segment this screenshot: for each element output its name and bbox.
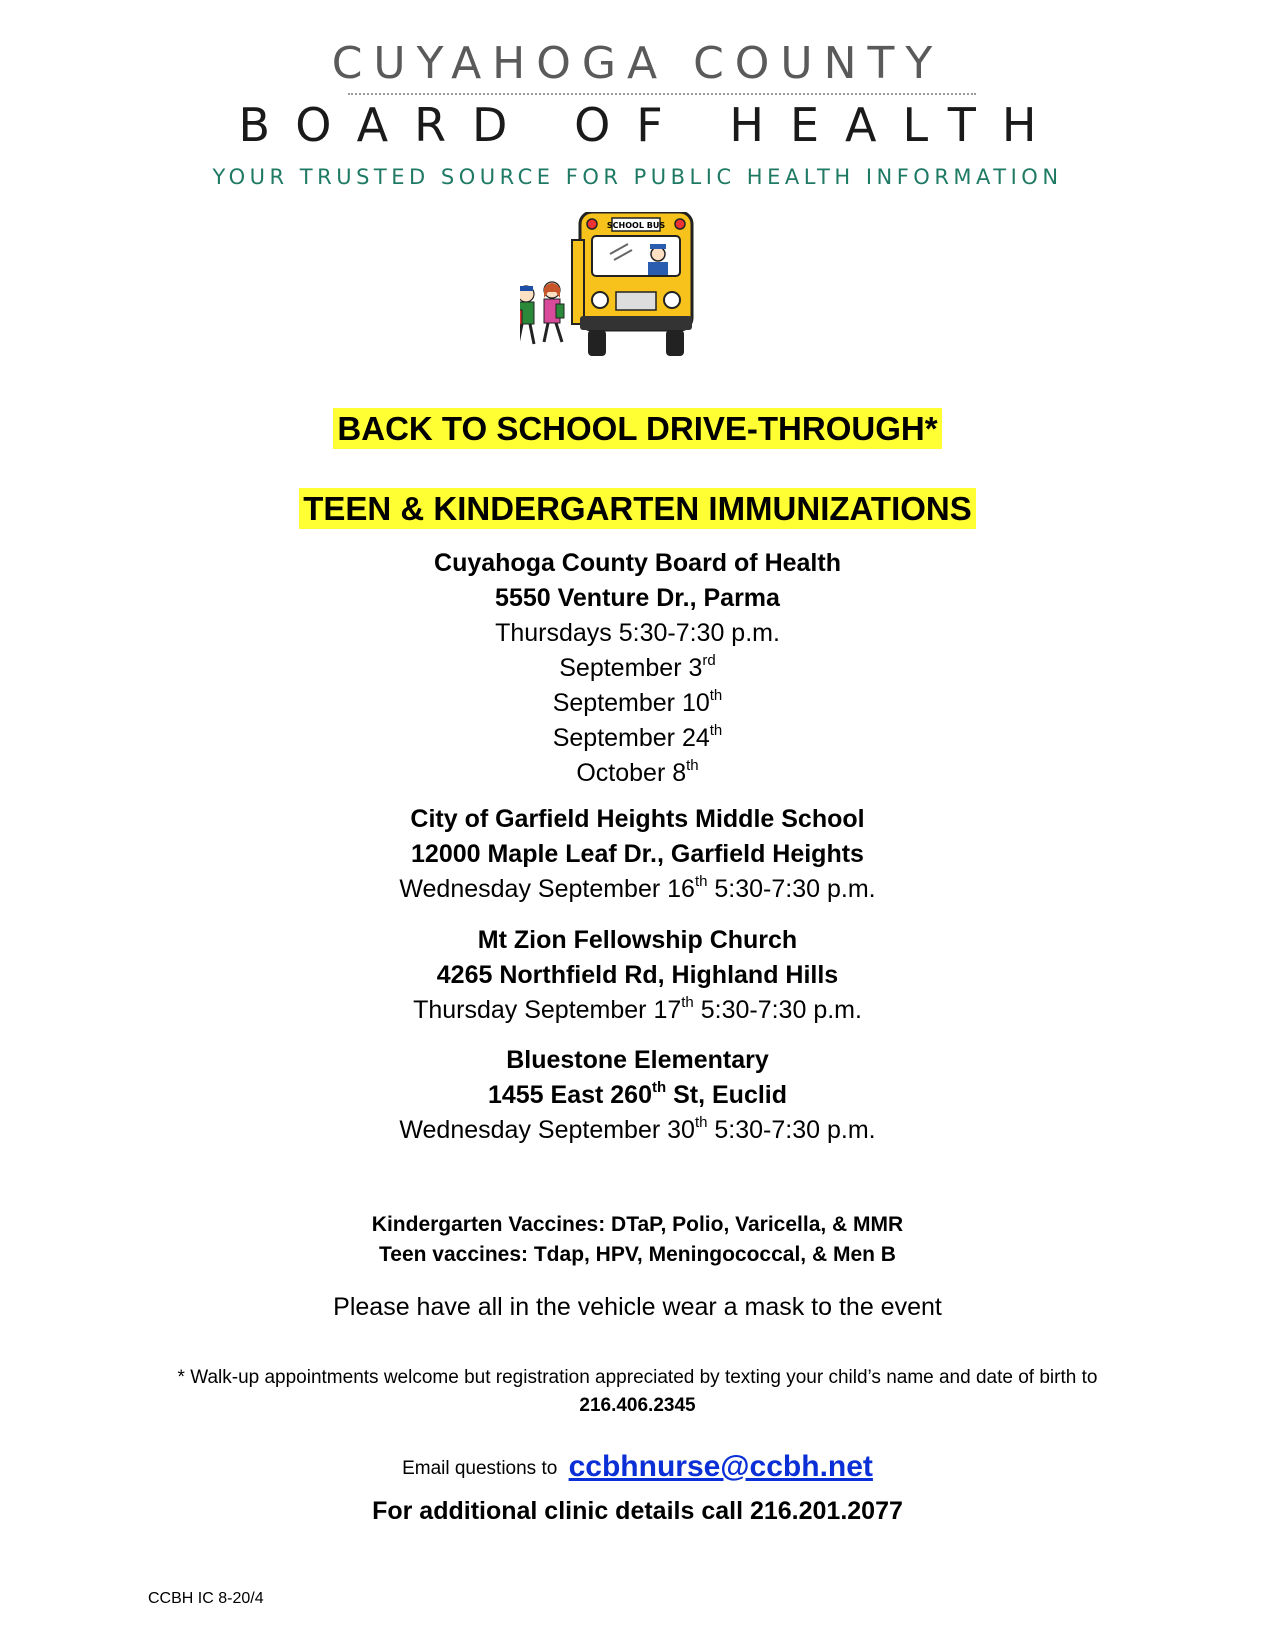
location-name: Mt Zion Fellowship Church bbox=[477, 926, 798, 954]
location-address: 4265 Northfield Rd, Highland Hills bbox=[436, 961, 839, 989]
location-address: 1455 East 260th St, Euclid bbox=[487, 1078, 788, 1109]
email-prefix: Email questions to bbox=[402, 1458, 558, 1479]
location-address: 12000 Maple Leaf Dr., Garfield Heights bbox=[411, 840, 864, 868]
location-date: October 8th bbox=[576, 756, 699, 787]
location-name: Cuyahoga County Board of Health bbox=[434, 549, 841, 577]
call-line: For additional clinic details call 216.201.2077 bbox=[372, 1497, 903, 1525]
org-tagline: YOUR TRUSTED SOURCE FOR PUBLIC HEALTH INFORMATION bbox=[212, 165, 1063, 189]
mask-notice: Please have all in the vehicle wear a mask to the event bbox=[333, 1293, 942, 1321]
headline-drive-through bbox=[0, 410, 1275, 448]
location-date: September 3rd bbox=[559, 651, 716, 682]
letterhead-divider bbox=[348, 93, 976, 95]
location-block-highland-hills bbox=[0, 923, 1275, 1028]
location-name: Bluestone Elementary bbox=[506, 1046, 769, 1074]
headline-immunizations-text: TEEN & KINDERGARTEN IMMUNIZATIONS bbox=[299, 488, 976, 529]
location-block-parma bbox=[0, 546, 1275, 791]
bus-sign-text: SCHOOL BUS bbox=[606, 221, 666, 230]
walkup-text: * Walk-up appointments welcome but registration appreciated by texting your child’s name and date of birth to bbox=[177, 1367, 1098, 1388]
vaccine-list bbox=[0, 1210, 1275, 1270]
location-block-euclid bbox=[0, 1043, 1275, 1148]
location-address: 5550 Venture Dr., Parma bbox=[495, 584, 780, 612]
walkup-note bbox=[130, 1364, 1145, 1420]
walkup-phone: 216.406.2345 bbox=[579, 1395, 696, 1416]
location-date: September 10th bbox=[552, 686, 723, 717]
location-name: City of Garfield Heights Middle School bbox=[410, 805, 865, 833]
location-when: Wednesday September 16th 5:30-7:30 p.m. bbox=[399, 872, 876, 903]
footer-code: CCBH IC 8-20/4 bbox=[148, 1590, 264, 1607]
kindergarten-vaccines: Kindergarten Vaccines: DTaP, Polio, Varicella, & MMR bbox=[371, 1213, 904, 1236]
headline-immunizations bbox=[0, 490, 1275, 528]
email-line bbox=[0, 1450, 1275, 1484]
org-name-line2: BOARD OF HEALTH bbox=[238, 98, 1063, 152]
location-block-garfield bbox=[0, 802, 1275, 907]
headline-drive-through-text: BACK TO SCHOOL DRIVE-THROUGH* bbox=[333, 408, 941, 449]
org-name-line1: CUYAHOGA COUNTY bbox=[331, 38, 944, 89]
teen-vaccines: Teen vaccines: Tdap, HPV, Meningococcal, & Men B bbox=[379, 1243, 896, 1266]
school-bus-icon bbox=[520, 212, 740, 377]
location-schedule: Thursdays 5:30-7:30 p.m. bbox=[495, 619, 780, 647]
email-link[interactable]: ccbhnurse@ccbh.net bbox=[568, 1450, 873, 1483]
school-bus-illustration bbox=[520, 212, 740, 377]
location-date: September 24th bbox=[552, 721, 723, 752]
location-when: Thursday September 17th 5:30-7:30 p.m. bbox=[413, 993, 862, 1024]
location-when: Wednesday September 30th 5:30-7:30 p.m. bbox=[399, 1113, 876, 1144]
